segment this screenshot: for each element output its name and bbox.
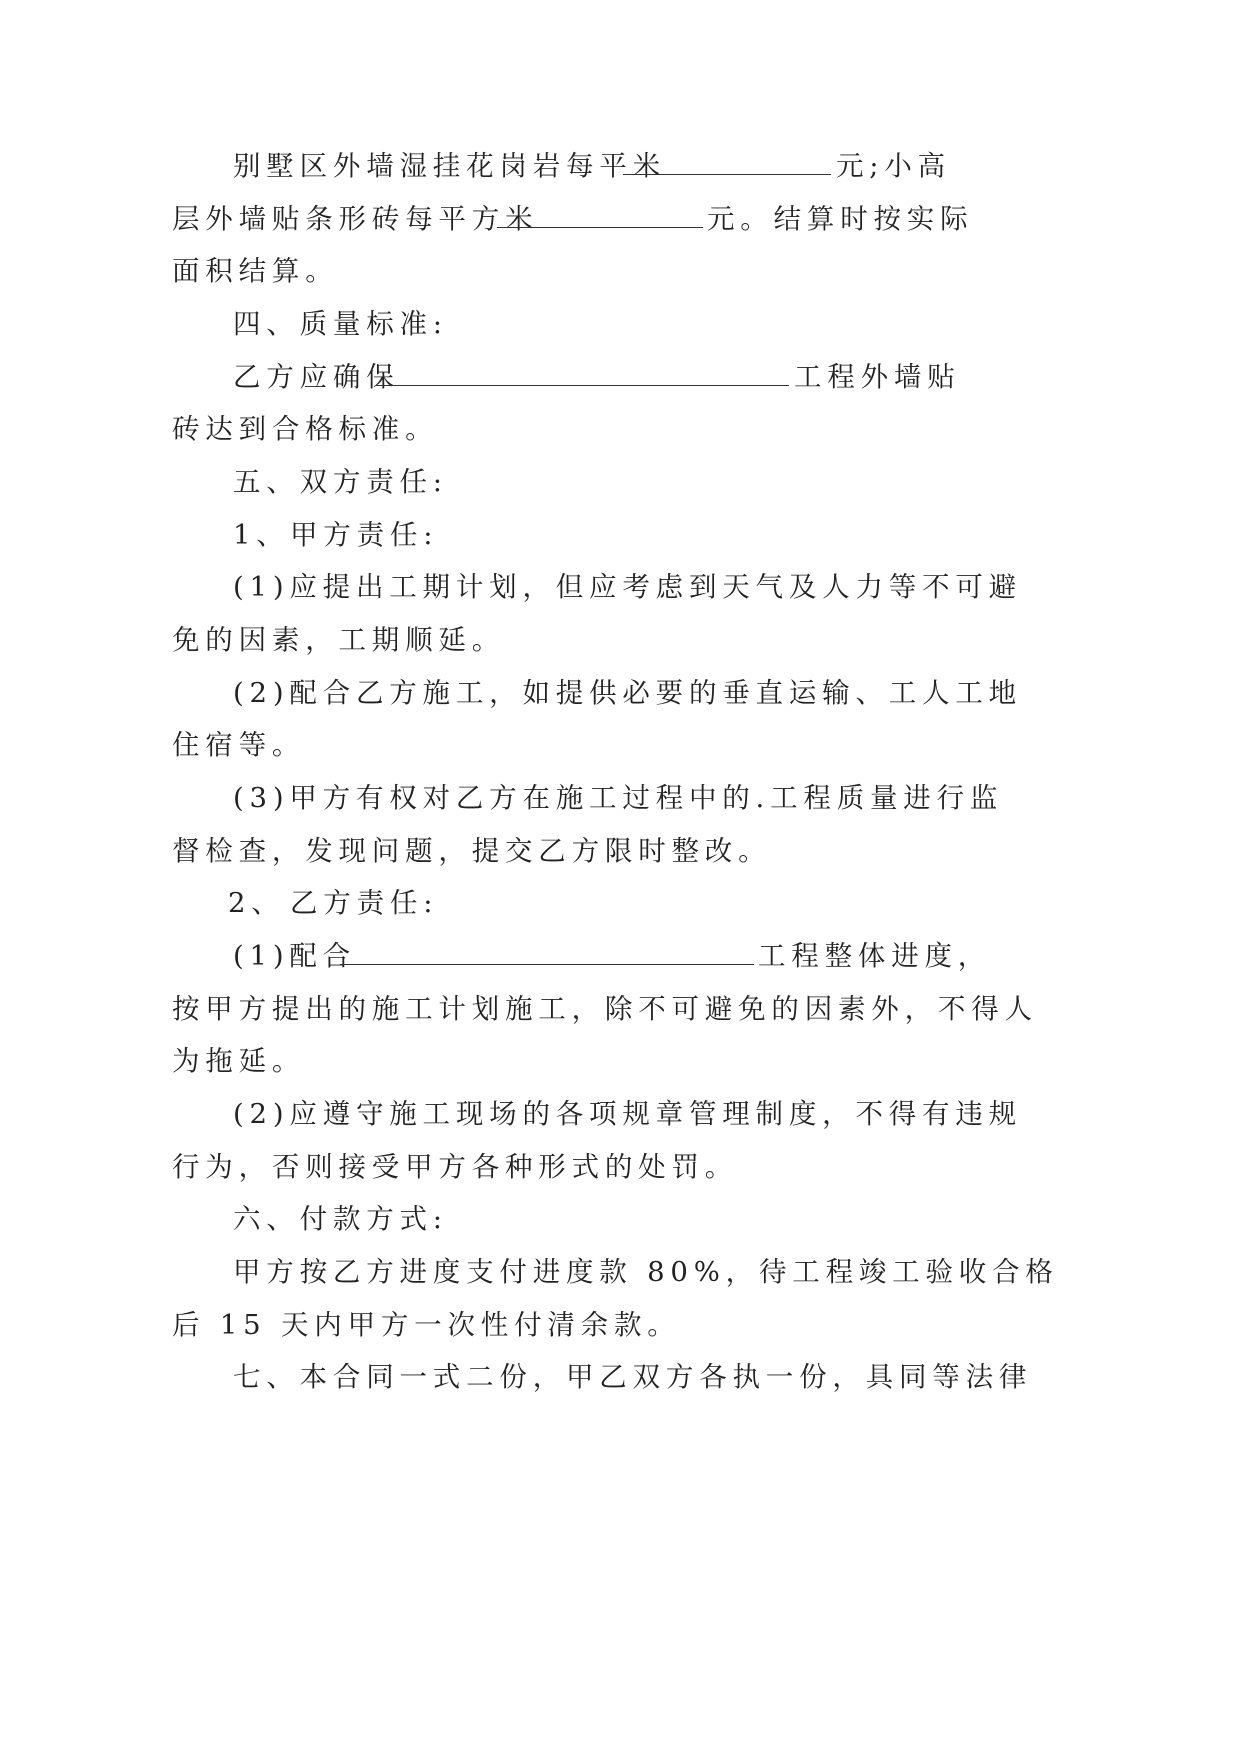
text-segment: 六、付款方式: xyxy=(233,1203,448,1235)
text-line xyxy=(0,249,1241,293)
text-segment: 乙方责任: xyxy=(290,887,439,919)
section-heading xyxy=(0,1197,1241,1241)
text-segment: 元;小高 xyxy=(836,150,951,182)
blank-underline xyxy=(340,934,754,965)
item-number: 2、 xyxy=(228,887,285,919)
text-line xyxy=(0,565,1241,609)
text-segment: (2)配合乙方施工，如提供必要的垂直运输、工人工地 xyxy=(233,677,1022,709)
text-line xyxy=(0,987,1241,1031)
text-segment: (1)应提出工期计划，但应考虑到天气及人力等不可避 xyxy=(233,571,1022,603)
text-segment: 甲方按乙方进度支付进度款 80%，待工程竣工验收合格 xyxy=(233,1256,1059,1288)
subsection-heading xyxy=(0,881,1241,925)
text-segment: 五、双方责任: xyxy=(233,466,448,498)
text-line xyxy=(0,934,1241,978)
text-segment: 行为，否则接受甲方各种形式的处罚。 xyxy=(172,1151,739,1183)
text-segment: (1)配合 xyxy=(233,940,356,972)
text-line xyxy=(0,1303,1241,1347)
text-line xyxy=(0,407,1241,451)
text-line xyxy=(0,1039,1241,1083)
text-line xyxy=(0,144,1241,188)
text-segment: (2)应遵守施工现场的各项规章管理制度，不得有违规 xyxy=(233,1098,1022,1130)
text-segment: 元。结算时按实际 xyxy=(707,203,974,235)
text-line xyxy=(0,1092,1241,1136)
section-heading xyxy=(0,1355,1241,1399)
text-segment: 甲方责任: xyxy=(290,519,439,551)
text-segment: (3)甲方有权对乙方在施工过程中的.工程质量进行监 xyxy=(233,782,1004,814)
subsection-heading xyxy=(0,513,1241,557)
text-segment: 乙方应确保 xyxy=(233,361,400,393)
text-line xyxy=(0,355,1241,399)
text-segment: 砖达到合格标准。 xyxy=(172,413,439,445)
text-segment: 别墅区外墙湿挂花岗岩每平米 xyxy=(233,150,666,182)
text-line xyxy=(0,1145,1241,1189)
blank-underline xyxy=(623,144,831,175)
text-line xyxy=(0,1250,1241,1294)
text-segment: 按甲方提出的施工计划施工，除不可避免的因素外，不得人 xyxy=(172,993,1038,1025)
text-segment: 为拖延。 xyxy=(172,1045,306,1077)
text-line xyxy=(0,671,1241,715)
text-segment: 四、质量标准: xyxy=(233,308,448,340)
text-line xyxy=(0,829,1241,873)
blank-underline xyxy=(497,197,703,228)
text-segment: 住宿等。 xyxy=(172,729,306,761)
text-segment: 面积结算。 xyxy=(172,255,339,287)
text-line xyxy=(0,618,1241,662)
text-segment: 免的因素，工期顺延。 xyxy=(172,624,505,656)
item-number: 1、 xyxy=(233,519,290,551)
text-segment: 督检查，发现问题，提交乙方限时整改。 xyxy=(172,835,772,867)
blank-underline xyxy=(376,355,789,386)
text-segment: 工程整体进度， xyxy=(758,940,992,972)
text-segment: 层外墙贴条形砖每平方米 xyxy=(172,203,539,235)
text-segment: 工程外墙贴 xyxy=(794,361,961,393)
section-heading xyxy=(0,302,1241,346)
text-segment: 后 15 天内甲方一次性付清余款。 xyxy=(172,1309,681,1341)
text-line xyxy=(0,723,1241,767)
text-line xyxy=(0,776,1241,820)
text-segment: 七、本合同一式二份，甲乙双方各执一份，具同等法律 xyxy=(233,1361,1033,1393)
text-line xyxy=(0,197,1241,241)
section-heading xyxy=(0,460,1241,504)
